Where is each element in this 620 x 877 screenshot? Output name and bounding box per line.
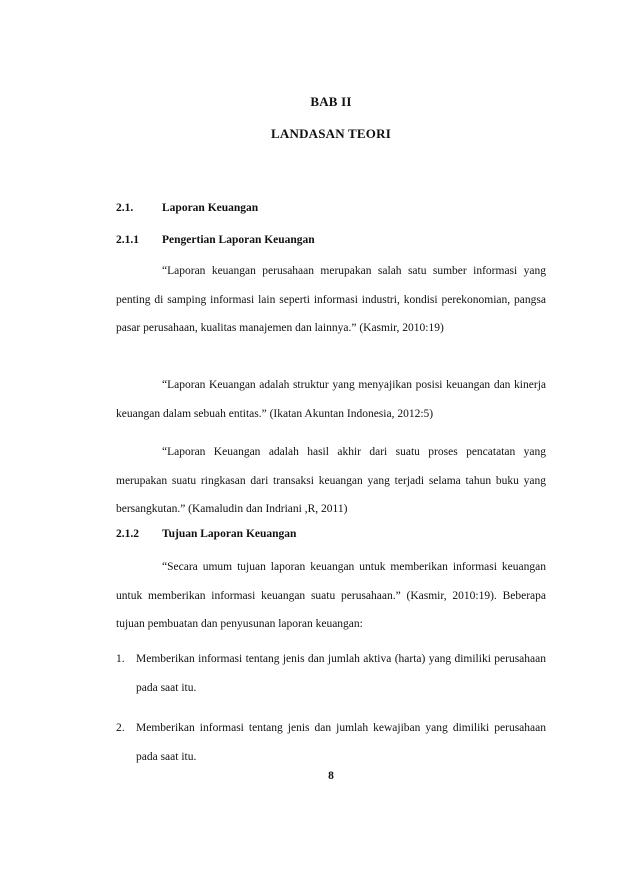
purpose-list xyxy=(116,645,546,783)
page-number: 8 xyxy=(328,770,334,782)
list-item-text: Memberikan informasi tentang jenis dan jumlah aktiva (harta) yang dimiliki perusahaan pada saat itu. xyxy=(136,653,546,694)
section-title: Tujuan Laporan Keuangan xyxy=(162,528,297,540)
list-marker: 1. xyxy=(116,653,125,665)
section-number: 2.1. xyxy=(116,202,134,214)
chapter-label: BAB II xyxy=(310,94,352,109)
section-number: 2.1.2 xyxy=(116,528,139,540)
section-heading-2-1 xyxy=(116,202,258,214)
section-title: Pengertian Laporan Keuangan xyxy=(162,234,315,246)
list-item xyxy=(116,645,546,702)
paragraph-definition-kamaludin: “Laporan Keuangan adalah hasil akhir dari suatu proses pencatatan yang merupakan suatu ringkasan dari transaksi keuangan yang terjadi selama tahun buku yang bersangkutan.” (Kamaludin dan Indriani ,R, 2011) xyxy=(116,446,546,515)
list-item xyxy=(116,714,546,771)
paragraph-definition-iai: “Laporan Keuangan adalah struktur yang menyajikan posisi keuangan dan kinerja keuangan dalam sebuah entitas.” (Ikatan Akuntan Indonesia, 2012:5) xyxy=(116,379,546,420)
section-title: Laporan Keuangan xyxy=(162,202,259,214)
section-number: 2.1.1 xyxy=(116,234,139,246)
list-marker: 2. xyxy=(116,722,125,734)
list-item-text: Memberikan informasi tentang jenis dan jumlah kewajiban yang dimiliki perusahaan pada saat itu. xyxy=(136,722,546,763)
section-heading-2-1-2 xyxy=(116,528,296,540)
paragraph-purpose: “Secara umum tujuan laporan keuangan untuk memberikan informasi keuangan untuk memberikan informasi keuangan suatu perusahaan.” (Kasmir, 2010:19). Beberapa tujuan pembuatan dan penyusunan laporan keuangan: xyxy=(116,561,546,630)
chapter-title: LANDASAN TEORI xyxy=(271,126,391,141)
section-heading-2-1-1 xyxy=(116,234,315,246)
paragraph-definition-kasmir: “Laporan keuangan perusahaan merupakan salah satu sumber informasi yang penting di samping informasi lain seperti informasi industri, kondisi perekonomian, pangsa pasar perusahaan, kualitas manajemen dan lainnya.” (Kasmir, 2010:19) xyxy=(116,265,546,334)
